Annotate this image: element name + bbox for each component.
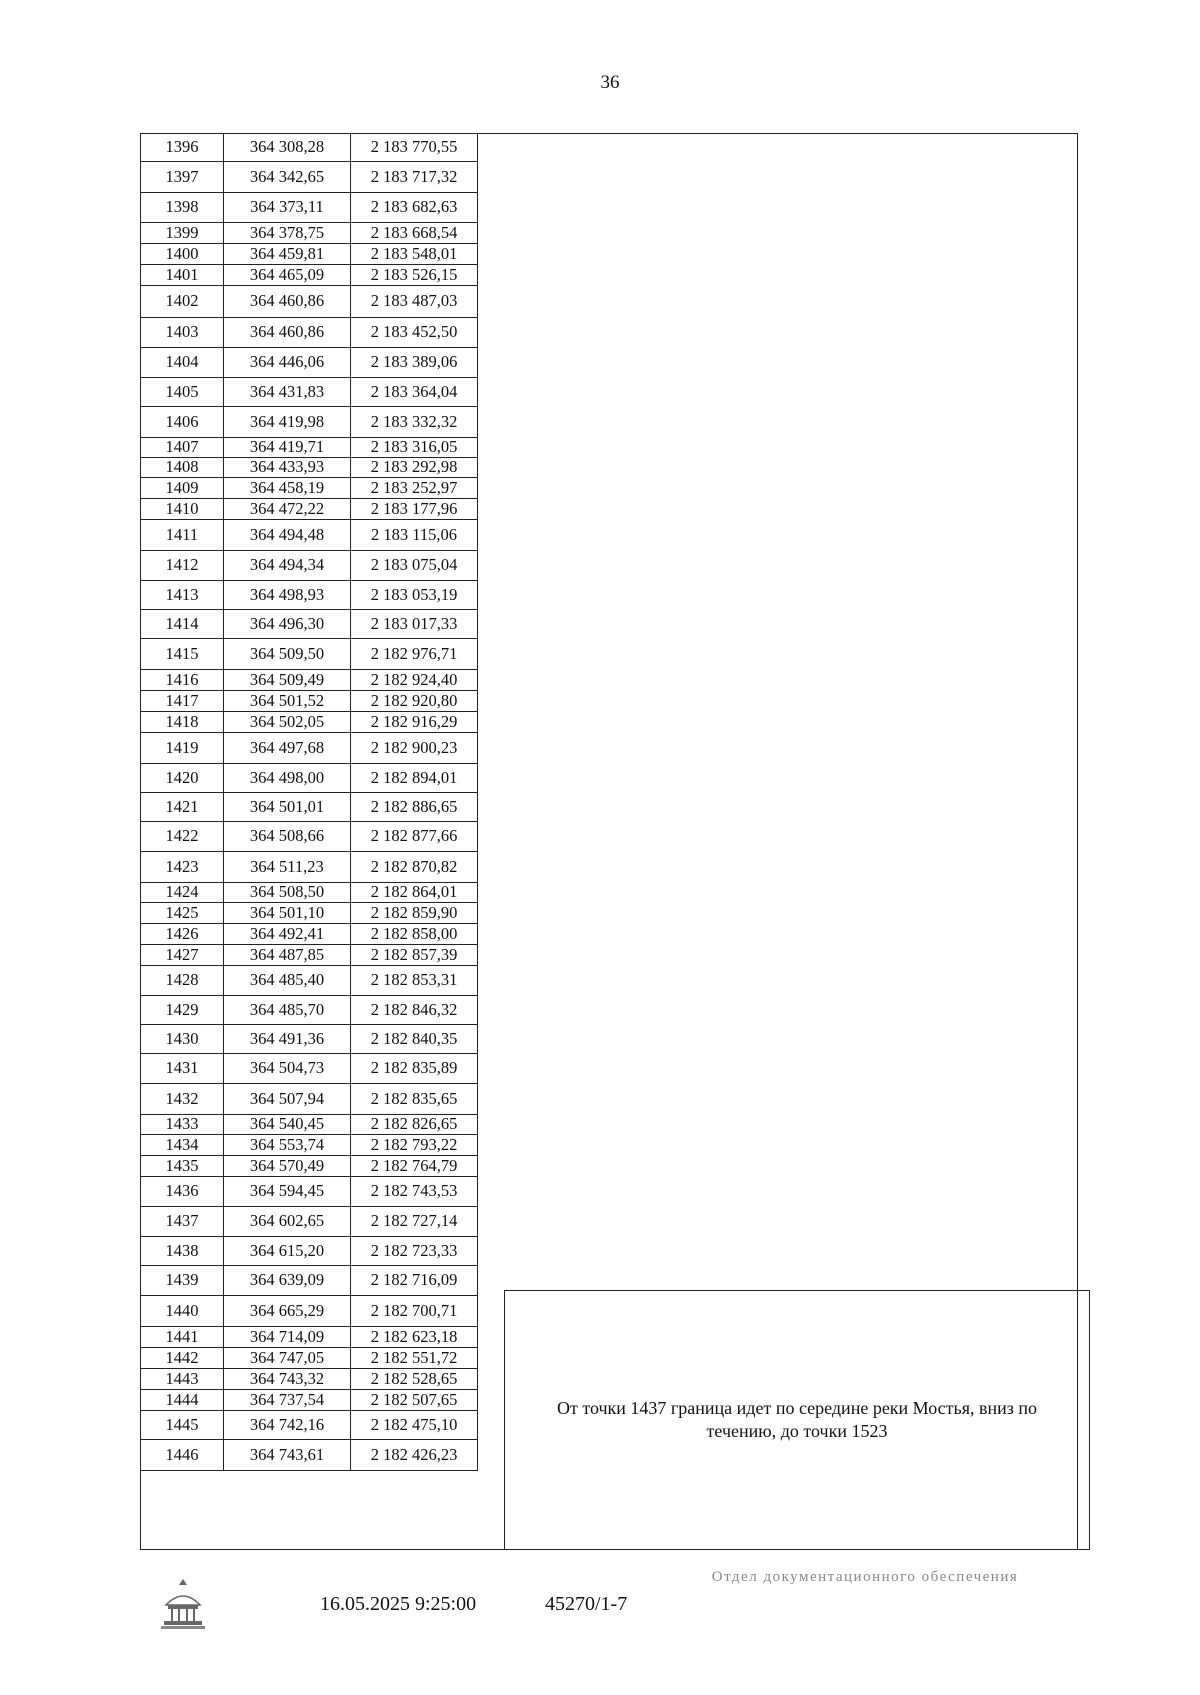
y-coordinate-cell: 2 182 793,22	[351, 1135, 478, 1156]
point-number-cell: 1423	[141, 852, 224, 883]
point-number-cell: 1426	[141, 924, 224, 945]
boundary-description: От точки 1437 граница идет по середине реки Мостья, вниз по течению, до точки 1523	[556, 1397, 1038, 1441]
x-coordinate-cell: 364 446,06	[224, 348, 351, 378]
y-coordinate-cell: 2 183 292,98	[351, 458, 478, 478]
x-coordinate-cell: 364 373,11	[224, 193, 351, 223]
table-row	[141, 1440, 478, 1471]
point-number-cell: 1425	[141, 903, 224, 924]
point-number-cell: 1404	[141, 348, 224, 378]
x-coordinate-cell: 364 492,41	[224, 924, 351, 945]
point-number-cell: 1436	[141, 1177, 224, 1207]
point-number-cell: 1406	[141, 407, 224, 438]
x-coordinate-cell: 364 487,85	[224, 945, 351, 966]
point-number-cell: 1409	[141, 478, 224, 499]
x-coordinate-cell: 364 509,50	[224, 639, 351, 670]
x-coordinate-cell: 364 508,50	[224, 883, 351, 903]
point-number-cell: 1402	[141, 286, 224, 318]
y-coordinate-cell: 2 182 920,80	[351, 691, 478, 712]
point-number-cell: 1412	[141, 551, 224, 581]
x-coordinate-cell: 364 501,52	[224, 691, 351, 712]
table-row	[141, 1327, 478, 1348]
y-coordinate-cell: 2 183 487,03	[351, 286, 478, 318]
y-coordinate-cell: 2 182 507,65	[351, 1390, 478, 1411]
y-coordinate-cell: 2 182 764,79	[351, 1156, 478, 1177]
point-number-cell: 1415	[141, 639, 224, 670]
table-row	[141, 265, 478, 286]
x-coordinate-cell: 364 485,70	[224, 996, 351, 1025]
point-number-cell: 1401	[141, 265, 224, 286]
point-number-cell: 1438	[141, 1237, 224, 1266]
x-coordinate-cell: 364 540,45	[224, 1115, 351, 1135]
y-coordinate-cell: 2 183 364,04	[351, 378, 478, 407]
table-row	[141, 581, 478, 610]
table-row	[141, 1266, 478, 1296]
y-coordinate-cell: 2 182 835,89	[351, 1054, 478, 1084]
x-coordinate-cell: 364 511,23	[224, 852, 351, 883]
table-row	[141, 193, 478, 223]
point-number-cell: 1417	[141, 691, 224, 712]
point-number-cell: 1413	[141, 581, 224, 610]
y-coordinate-cell: 2 182 528,65	[351, 1369, 478, 1390]
x-coordinate-cell: 364 498,00	[224, 764, 351, 793]
x-coordinate-cell: 364 502,05	[224, 712, 351, 733]
x-coordinate-cell: 364 570,49	[224, 1156, 351, 1177]
y-coordinate-cell: 2 182 716,09	[351, 1266, 478, 1296]
x-coordinate-cell: 364 747,05	[224, 1348, 351, 1369]
table-row	[141, 996, 478, 1025]
y-coordinate-cell: 2 182 846,32	[351, 996, 478, 1025]
x-coordinate-cell: 364 501,10	[224, 903, 351, 924]
point-number-cell: 1399	[141, 223, 224, 244]
table-row	[141, 1177, 478, 1207]
point-number-cell: 1416	[141, 670, 224, 691]
x-coordinate-cell: 364 509,49	[224, 670, 351, 691]
table-row	[141, 286, 478, 318]
point-number-cell: 1403	[141, 318, 224, 348]
table-row	[141, 478, 478, 499]
y-coordinate-cell: 2 182 864,01	[351, 883, 478, 903]
x-coordinate-cell: 364 508,66	[224, 822, 351, 852]
table-row	[141, 223, 478, 244]
x-coordinate-cell: 364 460,86	[224, 318, 351, 348]
table-row	[141, 1348, 478, 1369]
table-row	[141, 378, 478, 407]
point-number-cell: 1427	[141, 945, 224, 966]
point-number-cell: 1439	[141, 1266, 224, 1296]
point-number-cell: 1408	[141, 458, 224, 478]
y-coordinate-cell: 2 183 053,19	[351, 581, 478, 610]
x-coordinate-cell: 364 507,94	[224, 1084, 351, 1115]
y-coordinate-cell: 2 183 668,54	[351, 223, 478, 244]
x-coordinate-cell: 364 602,65	[224, 1207, 351, 1237]
table-row	[141, 1025, 478, 1054]
table-row	[141, 610, 478, 639]
x-coordinate-cell: 364 378,75	[224, 223, 351, 244]
y-coordinate-cell: 2 183 770,55	[351, 134, 478, 162]
table-row	[141, 1084, 478, 1115]
y-coordinate-cell: 2 182 859,90	[351, 903, 478, 924]
table-row	[141, 1054, 478, 1084]
table-row	[141, 852, 478, 883]
table-row	[141, 318, 478, 348]
y-coordinate-cell: 2 182 916,29	[351, 712, 478, 733]
x-coordinate-cell: 364 504,73	[224, 1054, 351, 1084]
point-number-cell: 1398	[141, 193, 224, 223]
boundary-description-box	[504, 1290, 1090, 1550]
x-coordinate-cell: 364 496,30	[224, 610, 351, 639]
y-coordinate-cell: 2 182 976,71	[351, 639, 478, 670]
table-row	[141, 670, 478, 691]
table-row	[141, 499, 478, 520]
table-row	[141, 639, 478, 670]
table-row	[141, 924, 478, 945]
y-coordinate-cell: 2 182 835,65	[351, 1084, 478, 1115]
y-coordinate-cell: 2 182 475,10	[351, 1411, 478, 1440]
x-coordinate-cell: 364 419,98	[224, 407, 351, 438]
y-coordinate-cell: 2 183 075,04	[351, 551, 478, 581]
y-coordinate-cell: 2 183 252,97	[351, 478, 478, 499]
x-coordinate-cell: 364 419,71	[224, 438, 351, 458]
x-coordinate-cell: 364 665,29	[224, 1296, 351, 1327]
y-coordinate-cell: 2 182 723,33	[351, 1237, 478, 1266]
y-coordinate-cell: 2 182 924,40	[351, 670, 478, 691]
y-coordinate-cell: 2 182 426,23	[351, 1440, 478, 1471]
y-coordinate-cell: 2 182 551,72	[351, 1348, 478, 1369]
point-number-cell: 1428	[141, 966, 224, 996]
table-row	[141, 1156, 478, 1177]
point-number-cell: 1433	[141, 1115, 224, 1135]
y-coordinate-cell: 2 182 858,00	[351, 924, 478, 945]
point-number-cell: 1444	[141, 1390, 224, 1411]
y-coordinate-cell: 2 182 900,23	[351, 733, 478, 764]
y-coordinate-cell: 2 183 526,15	[351, 265, 478, 286]
table-row	[141, 712, 478, 733]
point-number-cell: 1419	[141, 733, 224, 764]
point-number-cell: 1410	[141, 499, 224, 520]
table-row	[141, 1369, 478, 1390]
point-number-cell: 1446	[141, 1440, 224, 1471]
y-coordinate-cell: 2 183 717,32	[351, 162, 478, 193]
table-row	[141, 966, 478, 996]
table-row	[141, 244, 478, 265]
point-number-cell: 1422	[141, 822, 224, 852]
footer-date: 16.05.2025 9:25:00	[320, 1593, 477, 1615]
point-number-cell: 1396	[141, 134, 224, 162]
table-row	[141, 903, 478, 924]
table-row	[141, 551, 478, 581]
table-row	[141, 1411, 478, 1440]
y-coordinate-cell: 2 182 743,53	[351, 1177, 478, 1207]
x-coordinate-cell: 364 460,86	[224, 286, 351, 318]
y-coordinate-cell: 2 182 894,01	[351, 764, 478, 793]
footer-registration-number: 45270/1-7	[545, 1593, 628, 1615]
table-row	[141, 458, 478, 478]
x-coordinate-cell: 364 494,48	[224, 520, 351, 551]
x-coordinate-cell: 364 431,83	[224, 378, 351, 407]
point-number-cell: 1420	[141, 764, 224, 793]
point-number-cell: 1440	[141, 1296, 224, 1327]
x-coordinate-cell: 364 498,93	[224, 581, 351, 610]
x-coordinate-cell: 364 342,65	[224, 162, 351, 193]
point-number-cell: 1441	[141, 1327, 224, 1348]
table-row	[141, 822, 478, 852]
point-number-cell: 1430	[141, 1025, 224, 1054]
x-coordinate-cell: 364 472,22	[224, 499, 351, 520]
point-number-cell: 1405	[141, 378, 224, 407]
x-coordinate-cell: 364 501,01	[224, 793, 351, 822]
y-coordinate-cell: 2 183 548,01	[351, 244, 478, 265]
table-row	[141, 691, 478, 712]
table-row	[141, 945, 478, 966]
y-coordinate-cell: 2 182 870,82	[351, 852, 478, 883]
x-coordinate-cell: 364 615,20	[224, 1237, 351, 1266]
x-coordinate-cell: 364 491,36	[224, 1025, 351, 1054]
y-coordinate-cell: 2 183 177,96	[351, 499, 478, 520]
point-number-cell: 1445	[141, 1411, 224, 1440]
table-row	[141, 1390, 478, 1411]
x-coordinate-cell: 364 433,93	[224, 458, 351, 478]
point-number-cell: 1429	[141, 996, 224, 1025]
point-number-cell: 1437	[141, 1207, 224, 1237]
x-coordinate-cell: 364 737,54	[224, 1390, 351, 1411]
table-row	[141, 438, 478, 458]
coordinates-table	[140, 133, 478, 1471]
x-coordinate-cell: 364 714,09	[224, 1327, 351, 1348]
x-coordinate-cell: 364 308,28	[224, 134, 351, 162]
y-coordinate-cell: 2 182 840,35	[351, 1025, 478, 1054]
x-coordinate-cell: 364 639,09	[224, 1266, 351, 1296]
point-number-cell: 1397	[141, 162, 224, 193]
table-row	[141, 1207, 478, 1237]
x-coordinate-cell: 364 485,40	[224, 966, 351, 996]
table-row	[141, 1296, 478, 1327]
y-coordinate-cell: 2 183 017,33	[351, 610, 478, 639]
point-number-cell: 1424	[141, 883, 224, 903]
footer-department-stamp: Отдел документационного обеспечения	[711, 1569, 1019, 1585]
y-coordinate-cell: 2 183 389,06	[351, 348, 478, 378]
table-row	[141, 134, 478, 162]
point-number-cell: 1407	[141, 438, 224, 458]
y-coordinate-cell: 2 183 316,05	[351, 438, 478, 458]
y-coordinate-cell: 2 182 727,14	[351, 1207, 478, 1237]
table-row	[141, 1115, 478, 1135]
y-coordinate-cell: 2 183 115,06	[351, 520, 478, 551]
table-row	[141, 348, 478, 378]
y-coordinate-cell: 2 182 857,39	[351, 945, 478, 966]
x-coordinate-cell: 364 742,16	[224, 1411, 351, 1440]
y-coordinate-cell: 2 183 682,63	[351, 193, 478, 223]
x-coordinate-cell: 364 465,09	[224, 265, 351, 286]
table-row	[141, 764, 478, 793]
table-row	[141, 1135, 478, 1156]
y-coordinate-cell: 2 182 826,65	[351, 1115, 478, 1135]
table-row	[141, 883, 478, 903]
table-row	[141, 407, 478, 438]
point-number-cell: 1418	[141, 712, 224, 733]
table-row	[141, 793, 478, 822]
x-coordinate-cell: 364 743,32	[224, 1369, 351, 1390]
x-coordinate-cell: 364 458,19	[224, 478, 351, 499]
page-number: 36	[600, 72, 620, 93]
coordinates-table-body	[141, 134, 478, 1471]
y-coordinate-cell: 2 182 877,66	[351, 822, 478, 852]
table-row	[141, 1237, 478, 1266]
y-coordinate-cell: 2 182 623,18	[351, 1327, 478, 1348]
x-coordinate-cell: 364 459,81	[224, 244, 351, 265]
x-coordinate-cell: 364 553,74	[224, 1135, 351, 1156]
point-number-cell: 1443	[141, 1369, 224, 1390]
y-coordinate-cell: 2 183 332,32	[351, 407, 478, 438]
table-row	[141, 162, 478, 193]
point-number-cell: 1442	[141, 1348, 224, 1369]
y-coordinate-cell: 2 182 853,31	[351, 966, 478, 996]
point-number-cell: 1411	[141, 520, 224, 551]
emblem-icon	[158, 1577, 208, 1631]
x-coordinate-cell: 364 497,68	[224, 733, 351, 764]
point-number-cell: 1414	[141, 610, 224, 639]
point-number-cell: 1400	[141, 244, 224, 265]
point-number-cell: 1421	[141, 793, 224, 822]
y-coordinate-cell: 2 182 700,71	[351, 1296, 478, 1327]
point-number-cell: 1434	[141, 1135, 224, 1156]
x-coordinate-cell: 364 743,61	[224, 1440, 351, 1471]
point-number-cell: 1432	[141, 1084, 224, 1115]
point-number-cell: 1435	[141, 1156, 224, 1177]
table-row	[141, 733, 478, 764]
x-coordinate-cell: 364 494,34	[224, 551, 351, 581]
y-coordinate-cell: 2 182 886,65	[351, 793, 478, 822]
y-coordinate-cell: 2 183 452,50	[351, 318, 478, 348]
table-row	[141, 520, 478, 551]
x-coordinate-cell: 364 594,45	[224, 1177, 351, 1207]
point-number-cell: 1431	[141, 1054, 224, 1084]
